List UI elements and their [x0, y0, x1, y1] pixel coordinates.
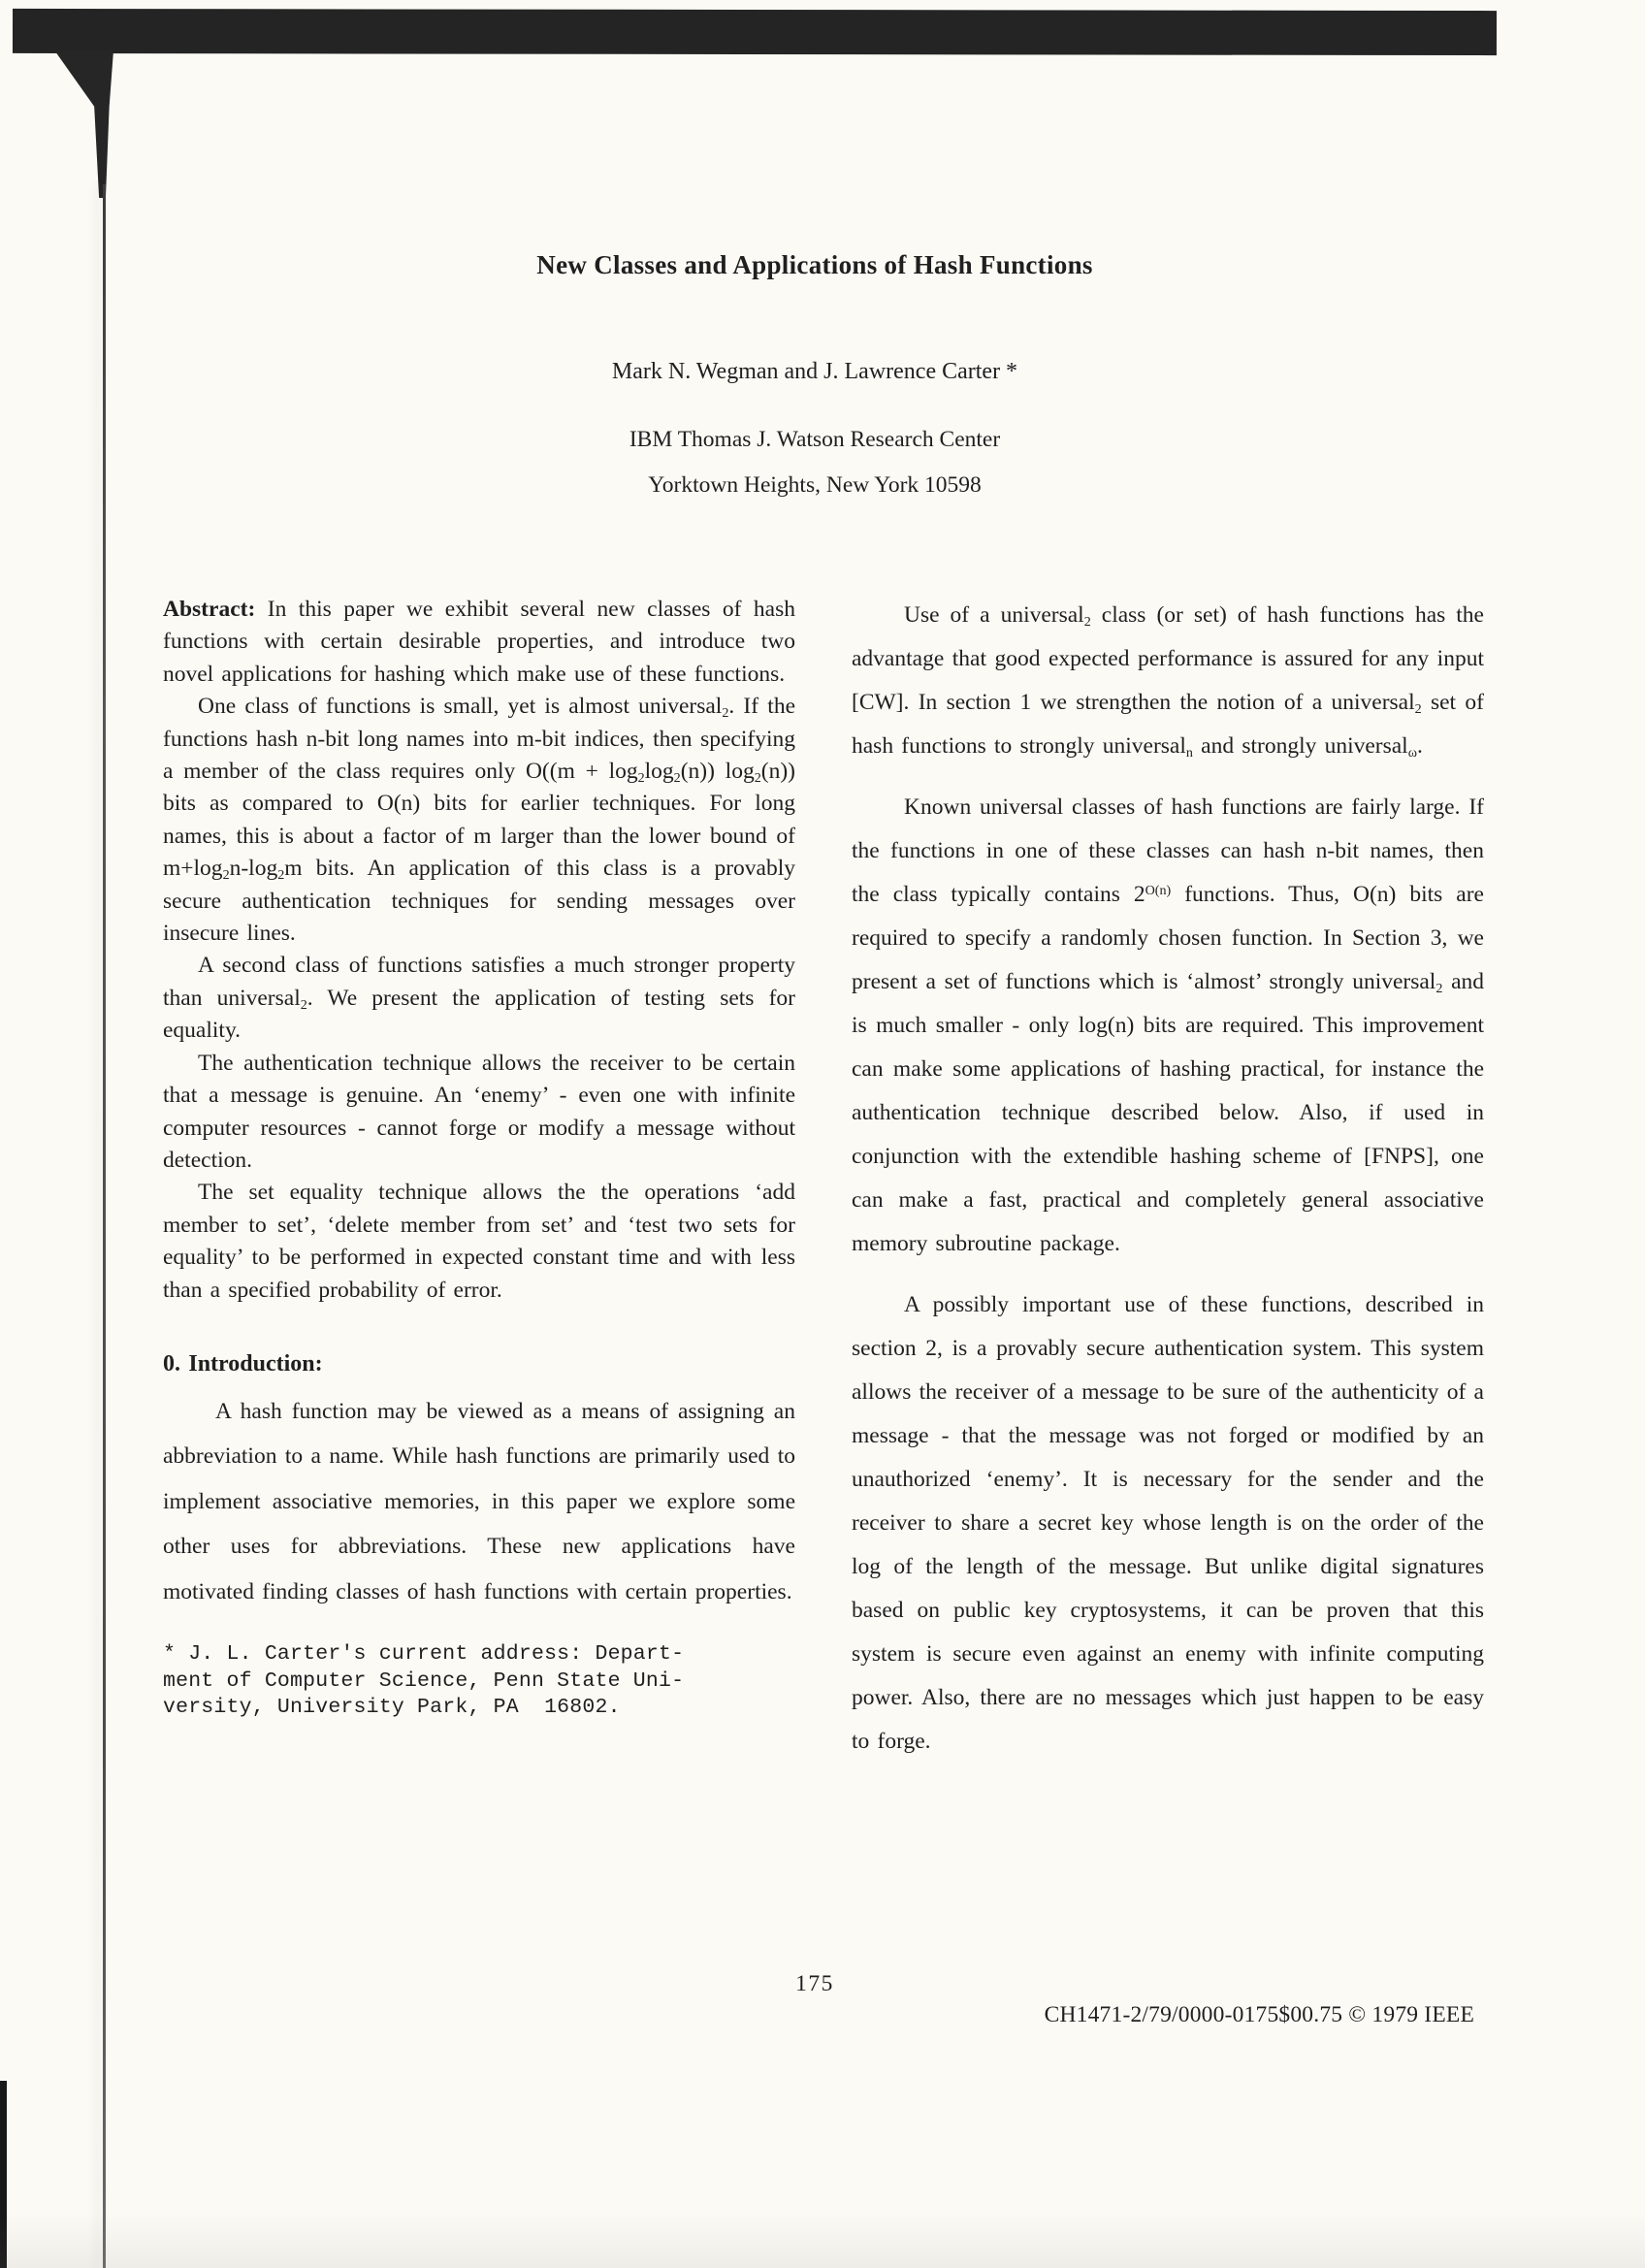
- page-number: 175: [795, 1971, 834, 1996]
- scan-page-curl-shadow: [53, 50, 113, 198]
- abstract-paragraph-3: A second class of functions satisfies a much stronger property than universal$_2$. We present the application of testing sets for equality.: [163, 953, 795, 1044]
- abstract-paragraph-5: The set equality technique allows the the operations ‘add member to set’, ‘delete member from set’ and ‘test two sets for equality’ to be performed in expected constant time and with less than a specified probability of error.: [163, 1180, 795, 1303]
- authors-line: Mark N. Wegman and J. Lawrence Carter *: [611, 359, 1018, 384]
- abstract-paragraph-1-text: In this paper we exhibit several new classes of hash functions with certain desirable properties, and introduce two novel applications for hashing which make use of these functions.: [163, 597, 795, 687]
- abstract-paragraph-1: [163, 594, 795, 691]
- copyright-line: CH1471-2/79/0000-0175$00.75 © 1979 IEEE: [1044, 2002, 1474, 2027]
- footnote-line-2: ment of Computer Science, Penn State Uni-: [163, 1669, 685, 1693]
- introduction-heading: 0. Introduction:: [163, 1350, 323, 1377]
- right-paragraph-2: Known universal classes of hash functions are fairly large. If the functions in one of these classes can hash n-bit names, then the class typically contains $2^{O(n)}$ functions. Thus, O(n) bits are required to specify a randomly chosen function. In Section 3, we present a set of functions which is ‘almost’ strongly universal$_2$ and is much smaller - only log(n) bits are required. This improvement can make some applications of hashing practical, for instance the authentication technique described below. Also, if used in conjunction with the extendible hashing scheme of [FNPS], one can make a fast, practical and completely general associative memory subroutine package.: [852, 794, 1484, 1256]
- right-paragraph-1: Use of a universal$_2$ class (or set) of hash functions has the advantage that good expected performance is assured for any input [CW]. In section 1 we strengthen the notion of a universal$_2$ set of hash functions to strongly universal$_n$ and strongly universal$_\omega$.: [852, 602, 1484, 761]
- affiliation-line-1: IBM Thomas J. Watson Research Center: [629, 427, 1001, 452]
- page-title: New Classes and Applications of Hash Functions: [536, 250, 1093, 279]
- abstract-label: Abstract:: [163, 597, 256, 622]
- footnote-line-1: * J. L. Carter's current address: Depart-: [163, 1642, 685, 1667]
- right-column: [852, 594, 1484, 1764]
- footnote-line-3: versity, University Park, PA 16802.: [163, 1696, 621, 1720]
- affiliation-line-2: Yorktown Heights, New York 10598: [648, 472, 982, 498]
- abstract-paragraph-4: The authentication technique allows the receiver to be certain that a message is genuine. An ‘enemy’ - even one with infinite computer resources - cannot forge or modify a message without detection.: [163, 1050, 795, 1173]
- abstract-paragraph-2: One class of functions is small, yet is almost universal$_2$. If the functions hash n-bit long names into m-bit indices, then specifying a member of the class requires only $O((m + \log_2\log_2(n))$ $\log_2(n)$) bits as compared to O(n) bits for earlier techniques. For long names, this is about a factor of m larger than the lower bound of $m+\log_2n-\log_2m$ bits. An application of this class is a provably secure authentication techniques for sending messages over insecure lines.: [163, 694, 795, 947]
- left-column: [163, 594, 795, 1722]
- author-footnote: [163, 1641, 795, 1722]
- scan-top-edge-bar: [13, 9, 1497, 55]
- introduction-paragraph: A hash function may be viewed as a means of assigning an abbreviation to a name. While hash functions are primarily used to implement associative memories, in this paper we explore some other uses for abbreviations. These new applications have motivated finding classes of hash functions with certain properties.: [163, 1398, 795, 1604]
- scan-bottom-shade: [0, 2214, 1645, 2268]
- right-paragraph-3: A possibly important use of these functions, described in section 2, is a provably secure authentication system. This system allows the receiver of a message to be sure of the authenticity of a message - that the message was not forged or modified by an unauthorized ‘enemy’. It is necessary for the sender and the receiver to share a secret key whose length is on the order of the log of the length of the message. But unlike digital signatures based on public key cryptosystems, it can be proven that this system is secure even against an enemy with infinite computing power. Also, there are no messages which just happen to be easy to forge.: [852, 1292, 1484, 1754]
